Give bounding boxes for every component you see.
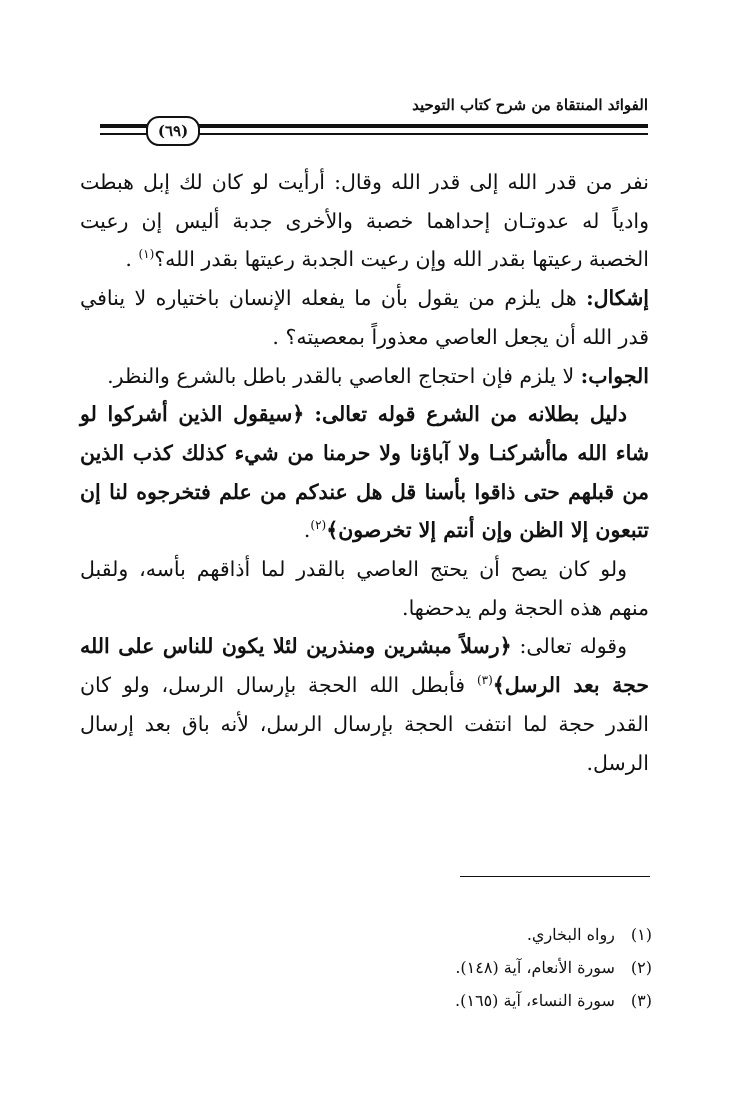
answer-label: الجواب: [580,363,649,388]
footnotes [300,918,652,1017]
paragraph-1-text: نفر من قدر الله إلى قدر الله وقال: أرأيت لو كان لك إبل هبطت وادياً له عدوتـان إحداهما خصبة والأخرى جدبة أليس إن رعيت الخصبة رعيتها بقدر الله وإن رعيت الجدبة رعيتها بقدر الله؟ [80,170,649,272]
page-number: (٦٩) [146,116,200,146]
footnote-text: رواه البخاري. [526,925,615,944]
footnote-text: سورة الأنعام، آية (١٤٨). [455,958,615,977]
footnote-text: سورة النساء، آية (١٦٥). [455,991,615,1010]
paragraph-3 [80,357,649,396]
evidence-intro: دليل بطلانه من الشرع قوله تعالى: [314,402,628,427]
footnote-ref-3: (٣) [476,673,493,688]
paragraph-1-end: . [125,247,132,272]
footnote-separator [460,876,650,877]
objection-text: هل يلزم من يقول بأن ما يفعله الإنسان باختياره لا ينافي قدر الله أن يجعل العاصي معذوراً بمعصيته؟ . [80,286,649,349]
footnote-number: (٢) [630,958,652,977]
paragraph-4 [80,395,649,550]
footnote-1 [300,918,652,951]
footnote-ref-2: (٢) [310,518,327,533]
paragraph-6-text: فأبطل الله الحجة بإرسال الرسل، ولو كان القدر حجة لما انتفت الحجة بإرسال الرسل، لأنه باق بعد إرسال الرسل. [80,673,649,775]
paragraph-5 [80,550,649,627]
footnote-number: (٣) [630,991,652,1010]
objection-label: إشكال: [586,286,649,311]
paragraph-5-text: ولو كان يصح أن يحتج العاصي بالقدر لما أذاقهم بأسه، ولقبل منهم هذه الحجة ولم يدحضها. [80,557,649,620]
paragraph-4-end: . [303,518,311,543]
running-title: الفوائد المنتقاة من شرح كتاب التوحيد [412,96,648,114]
footnote-2 [300,951,652,984]
paragraph-1 [80,163,649,279]
footnote-3 [300,984,652,1017]
paragraph-2 [80,279,649,356]
answer-text: لا يلزم فإن احتجاج العاصي بالقدر باطل بالشرع والنظر. [107,363,575,388]
paragraph-6 [80,627,649,782]
footnote-number: (١) [630,925,652,944]
main-text [80,163,649,782]
quran-verse-1: ﴿سيقول الذين أشركوا لو شاء الله ماأشركنـا ولا آباؤنا ولا حرمنا من شيء كذلك كذب الذين من قبلهم حتى ذاقوا بأسنا قل هل عندكم من علم فتخرجوه لنا إن تتبعون إلا الظن وإن أنتم إلا تخرصون﴾ [80,402,649,543]
paragraph-6-intro: وقوله تعالى: [519,634,627,659]
footnote-ref-1: (١) [138,247,155,262]
quran-verse-2: ﴿رسلاً مبشرين ومنذرين لئلا يكون للناس على الله حجة بعد الرسل﴾ [80,634,649,698]
